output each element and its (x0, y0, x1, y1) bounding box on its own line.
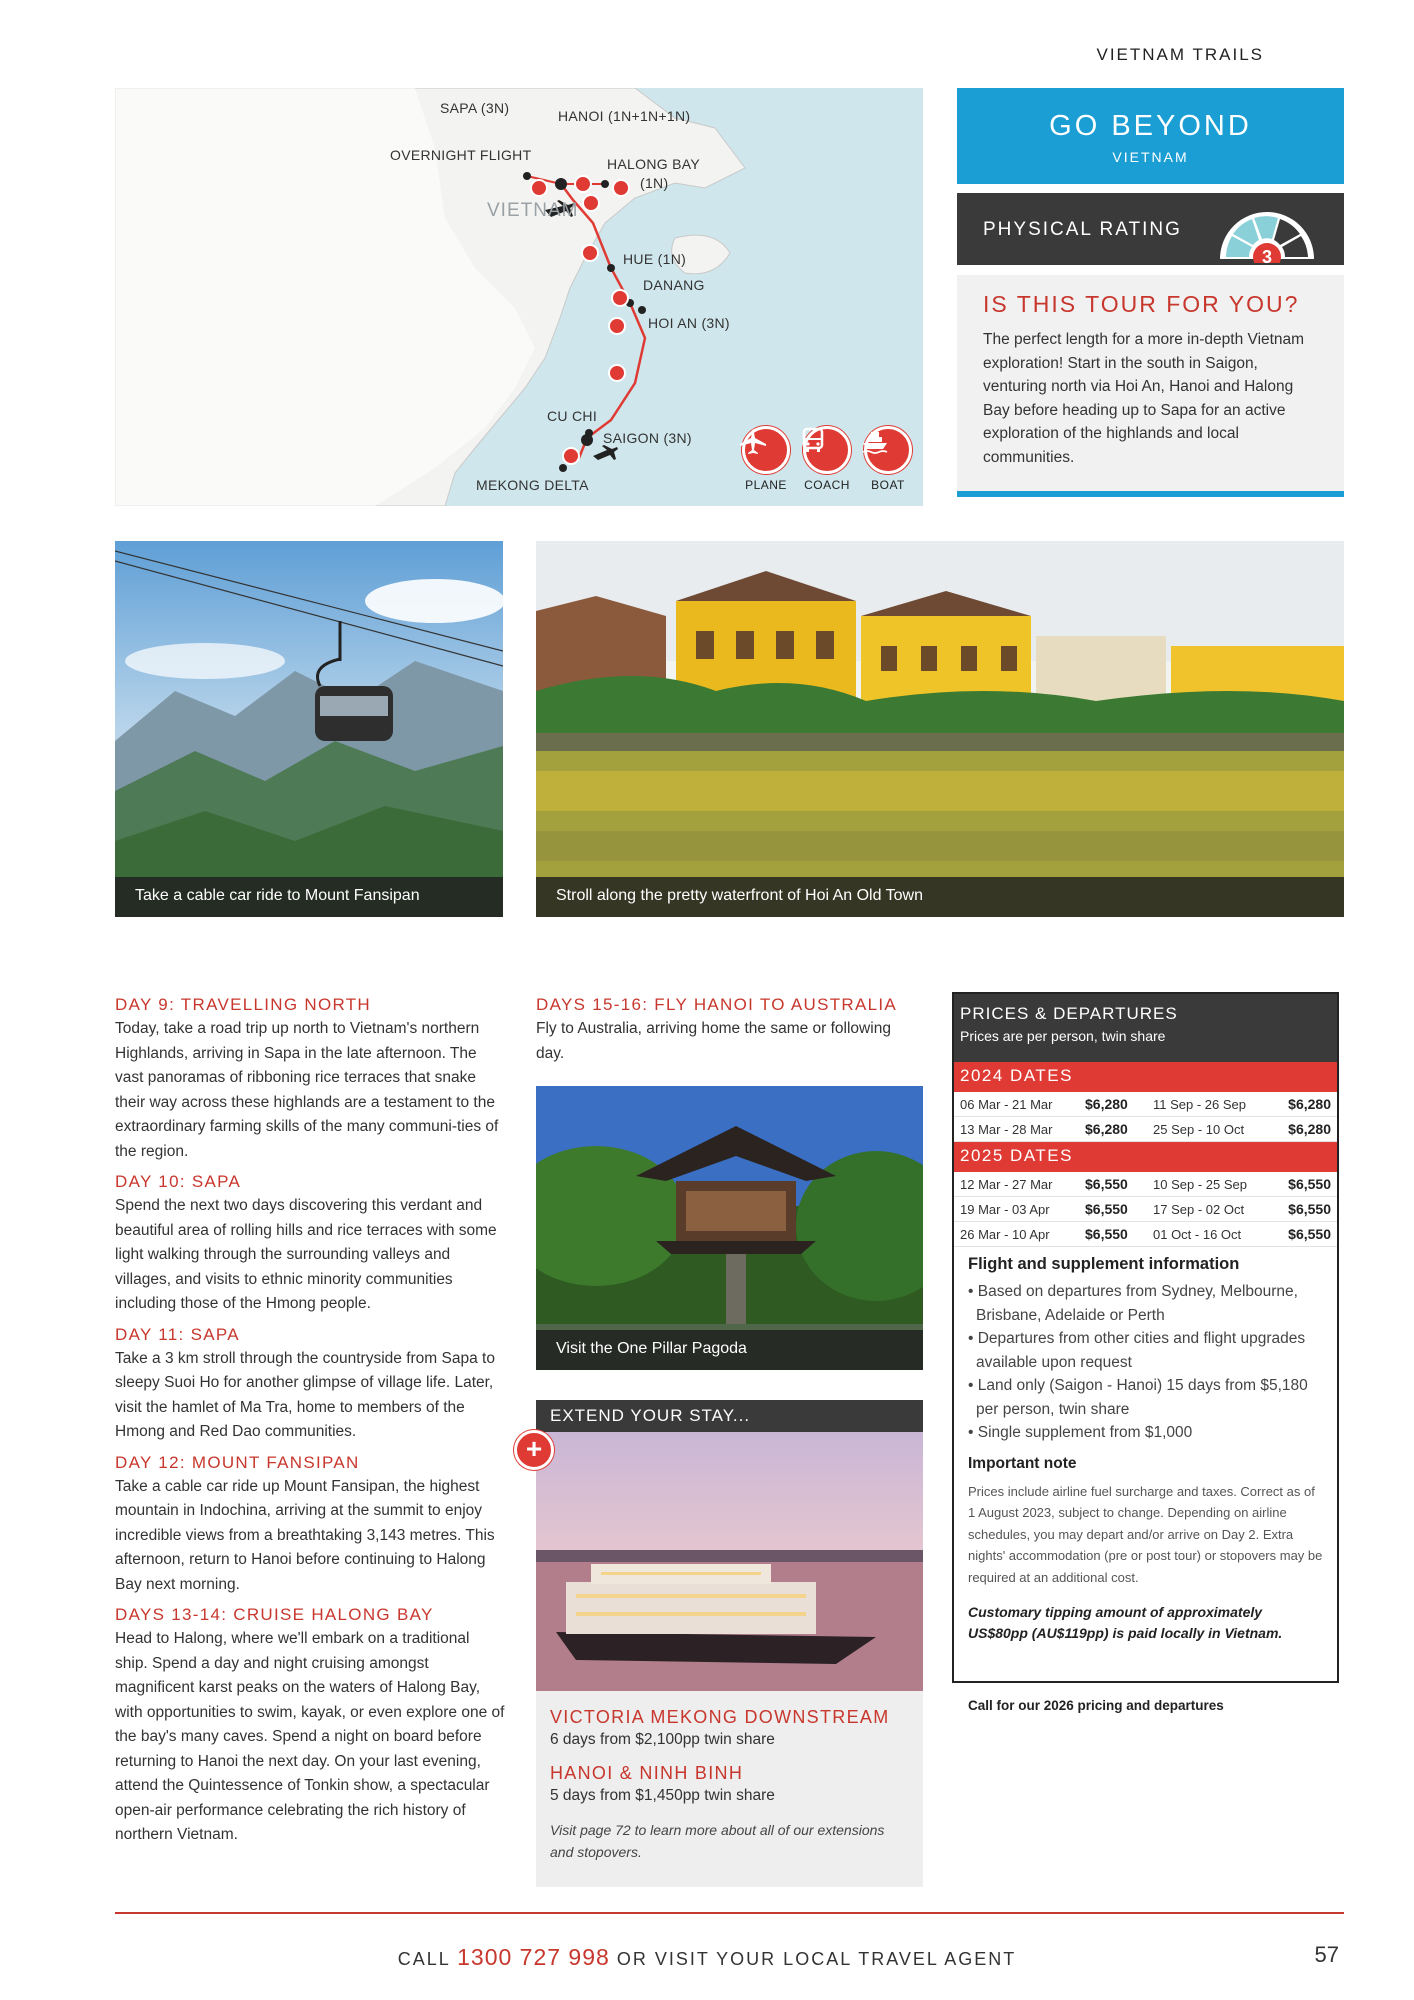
day-text: Head to Halong, where we'll embark on a traditional ship. Spend a day and night cruising amongst magnificent karst peaks on the waters of Halong Bay, with opportunities to swim, kayak, or even explore one of the bay's many caves. Spend a night on board before returning to Hanoi the next day. On your last evening, attend the Quintessence of Tonkin show, a spectacular open-air performance celebrating the rich history of northern Vietnam. (115, 1630, 505, 1843)
price-row (954, 1117, 1337, 1142)
plus-icon: + (514, 1430, 554, 1470)
important-note-title: Important note (968, 1454, 1077, 1472)
departure-price: $6,550 (1288, 1176, 1331, 1192)
departure-dates: 25 Sep - 10 Oct (1153, 1121, 1245, 1137)
go-beyond-subtitle: VIETNAM (1112, 149, 1189, 165)
rating-value: 3 (1261, 247, 1273, 263)
day-title: DAY 12: MOUNT FANSIPAN (115, 1452, 360, 1472)
list-item: • Based on departures from Sydney, Melbourne, Brisbane, Adelaide or Perth (968, 1280, 1323, 1327)
day-text: Take a 3 km stroll through the countryside from Sapa to sleepy Suoi Ho for another glimpse of village life. Later, visit the hamlet of Ma Tra, home to members of the Hmong and Red Dao communities. (115, 1349, 495, 1440)
price-row (954, 1092, 1337, 1117)
price-row (954, 1172, 1337, 1197)
day-title: DAYS 13-14: CRUISE HALONG BAY (115, 1605, 434, 1624)
go-beyond-banner (957, 88, 1344, 184)
prices-header (954, 994, 1337, 1062)
footer-cta (0, 1944, 1414, 1971)
section-tag: VIETNAM TRAILS (1096, 45, 1264, 64)
mekong-cruise-photo (536, 1432, 923, 1691)
tour-summary-box (957, 275, 1344, 497)
page-number: 57 (1314, 1942, 1339, 1967)
prices-info (954, 1247, 1337, 1650)
prices-departures-box (952, 992, 1339, 1683)
footer-call: CALL (397, 1949, 458, 1969)
extension-title: HANOI & NINH BINH (550, 1763, 744, 1783)
cable-car-photo (115, 541, 503, 917)
departure-dates: 01 Oct - 16 Oct (1153, 1226, 1242, 1242)
departure-dates: 06 Mar - 21 Mar (960, 1096, 1053, 1112)
legend-plane (738, 426, 794, 492)
departure-dates: 10 Sep - 25 Sep (1153, 1176, 1247, 1192)
departure-dates: 26 Mar - 10 Apr (960, 1226, 1050, 1242)
day-text: Today, take a road trip up north to Vietnam's northern Highlands, arriving in Sapa in the late afternoon. The vast panoramas of ribboning rice terraces that snake their way across these highlands are a testament to the extraordinary farming skills of the many communi-ties of the region. (115, 1020, 499, 1160)
map-label-mekong-delta: MEKONG DELTA (476, 477, 589, 493)
price-row (954, 1222, 1337, 1247)
day-text: Take a cable car ride up Mount Fansipan, the highest mountain in Indochina, arriving at the summit to enjoy incredible views from a breathtaking 3,143 metres. This afternoon, return to Hanoi before continuing to Halong Bay next morning. (115, 1477, 495, 1593)
prices-title: PRICES & DEPARTURES (960, 1004, 1178, 1023)
cable-car-caption: Take a cable car ride to Mount Fansipan (115, 877, 503, 917)
flight-info-title: Flight and supplement information (968, 1255, 1240, 1273)
legend-coach-label: COACH (804, 478, 850, 492)
map-label-overnight-flight: OVERNIGHT FLIGHT (390, 147, 532, 163)
day-title: DAYS 15-16: FLY HANOI TO AUSTRALIA (536, 995, 898, 1014)
map-label-sapa: SAPA (3N) (440, 100, 510, 116)
departure-dates: 13 Mar - 28 Mar (960, 1121, 1053, 1137)
prices-subtitle: Prices are per person, twin share (960, 1028, 1166, 1044)
hoi-an-photo (536, 541, 1344, 917)
map-label-halong-bay: HALONG BAY (607, 156, 700, 172)
tour-summary-text: The perfect length for a more in-depth Vietnam exploration! Start in the south in Saigon, venturing north via Hoi An, Hanoi and Halong Bay before heading up to Sapa for an active exploration of the highlands and local communities. (983, 331, 1305, 466)
tipping-note: Customary tipping amount of approximately US$80pp (AU$119pp) is paid locally in Vietnam. (968, 1604, 1283, 1641)
departure-price: $6,280 (1288, 1096, 1331, 1112)
map-country-label: VIETNAM (487, 200, 579, 221)
extension-price: 5 days from $1,450pp twin share (550, 1787, 775, 1804)
tour-summary-title: IS THIS TOUR FOR YOU? (983, 291, 1300, 317)
departure-price: $6,280 (1085, 1096, 1128, 1112)
extend-stay-header: EXTEND YOUR STAY... (536, 1400, 923, 1432)
day-title: DAY 9: TRAVELLING NORTH (115, 995, 372, 1014)
map-label-danang: DANANG (643, 277, 705, 293)
extensions-note: Visit page 72 to learn more about all of our extensions and stopovers. (550, 1822, 885, 1860)
extension-price: 6 days from $2,100pp twin share (550, 1731, 775, 1748)
rating-gauge-icon (1212, 199, 1322, 263)
departure-dates: 19 Mar - 03 Apr (960, 1201, 1050, 1217)
departure-price: $6,550 (1085, 1201, 1128, 1217)
departure-price: $6,550 (1288, 1226, 1331, 1242)
pagoda-caption: Visit the One Pillar Pagoda (536, 1330, 923, 1370)
map-label-cu-chi: CU CHI (547, 408, 598, 424)
extension-title: VICTORIA MEKONG DOWNSTREAM (550, 1707, 890, 1727)
legend-boat-label: BOAT (871, 478, 905, 492)
departure-price: $6,280 (1288, 1121, 1331, 1137)
call-2026-note: Call for our 2026 pricing and departures (968, 1698, 1224, 1713)
departure-price: $6,550 (1085, 1226, 1128, 1242)
year-header: 2024 DATES (954, 1062, 1337, 1092)
footer-agent-text: OR VISIT YOUR LOCAL TRAVEL AGENT (609, 1949, 1017, 1969)
departure-dates: 17 Sep - 02 Oct (1153, 1201, 1245, 1217)
phone-number-link[interactable]: 1300 727 998 (457, 1944, 610, 1970)
map-label-hoi-an: HOI AN (3N) (648, 315, 730, 331)
footer-divider (115, 1912, 1344, 1914)
departure-dates: 12 Mar - 27 Mar (960, 1176, 1053, 1192)
price-row (954, 1197, 1337, 1222)
physical-rating-bar (957, 193, 1344, 265)
itinerary-column-2 (536, 995, 923, 1074)
list-item: • Land only (Saigon - Hanoi) 15 days from $5,180 per person, twin share (968, 1374, 1323, 1421)
map-label-hanoi: HANOI (1N+1N+1N) (558, 108, 691, 124)
flight-info-list (968, 1280, 1323, 1445)
important-note-text: Prices include airline fuel surcharge and taxes. Correct as of 1 August 2023, subject to change. Depending on airline schedules, you may depart and/or arrive on Day 2. Extra nights' accommodation (pre or post tour) or stopovers may be required at an additional cost. (968, 1483, 1323, 1585)
map-label-saigon: SAIGON (3N) (603, 430, 692, 446)
day-title: DAY 10: SAPA (115, 1172, 242, 1191)
departure-price: $6,550 (1085, 1176, 1128, 1192)
boat-icon (864, 426, 912, 474)
list-item: • Departures from other cities and flight upgrades available upon request (968, 1327, 1323, 1374)
plane-icon (742, 426, 790, 474)
go-beyond-title: GO BEYOND (1049, 110, 1252, 142)
departure-dates: 11 Sep - 26 Sep (1153, 1096, 1246, 1112)
map-label-halong-nights: (1N) (640, 175, 669, 191)
itinerary-column (115, 995, 505, 1856)
route-map (115, 88, 923, 506)
day-title: DAY 11: SAPA (115, 1324, 240, 1344)
pagoda-photo (536, 1086, 923, 1370)
day-text: Spend the next two days discovering this verdant and beautiful area of rolling hills and rice terraces with some light walking through the surrounding valleys and villages, and visits to ethnic minority communities including those of the Hmong people. (115, 1197, 497, 1312)
departure-price: $6,280 (1085, 1121, 1128, 1137)
year-header: 2025 DATES (954, 1142, 1337, 1172)
legend-plane-label: PLANE (745, 478, 787, 492)
extend-stay-options (536, 1691, 923, 1887)
map-label-hue: HUE (1N) (623, 251, 687, 267)
departure-price: $6,550 (1288, 1201, 1331, 1217)
hoi-an-caption: Stroll along the pretty waterfront of Hoi An Old Town (536, 877, 1344, 917)
list-item: • Single supplement from $1,000 (968, 1421, 1323, 1445)
legend-coach (799, 426, 855, 492)
coach-icon (803, 426, 851, 474)
physical-rating-label: PHYSICAL RATING (983, 219, 1182, 240)
legend-boat (860, 426, 916, 492)
day-text: Fly to Australia, arriving home the same or following day. (536, 1020, 891, 1062)
